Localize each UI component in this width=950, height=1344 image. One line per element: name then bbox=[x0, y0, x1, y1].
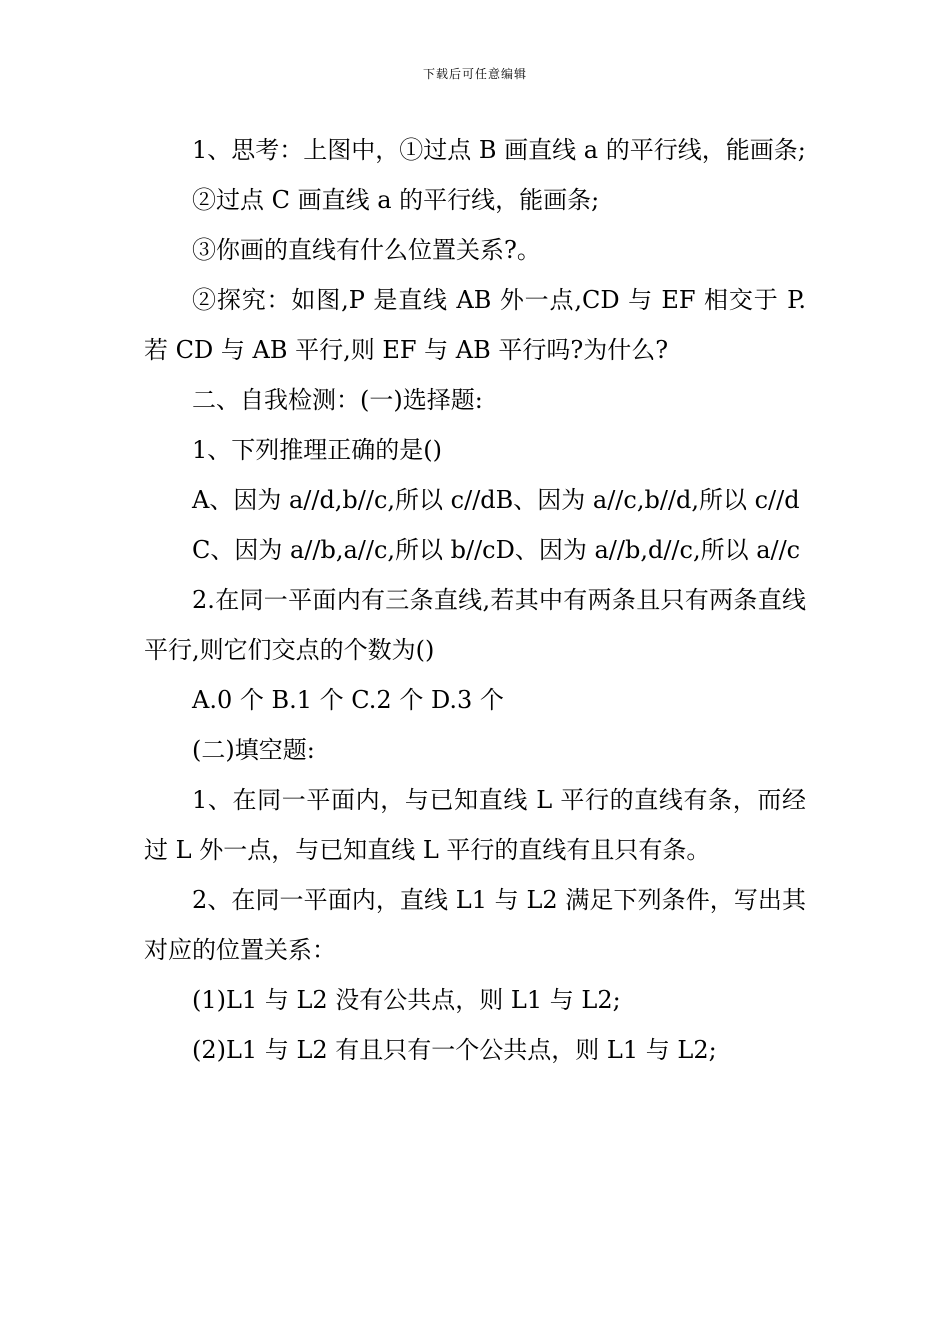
question-1-options-cd: C、因为 a//b,a//c,所以 b//cD、因为 a//b,d//c,所以 a//c bbox=[192, 536, 801, 564]
paragraph-think-c: ②过点 C 画直线 a 的平行线，能画条; bbox=[192, 186, 600, 214]
section-heading-self-test: 二、自我检测：(一)选择题: bbox=[192, 386, 483, 414]
document-body bbox=[144, 125, 806, 1075]
page-header: 下载后可任意编辑 bbox=[422, 67, 527, 81]
question-2: 2.在同一平面内有三条直线,若其中有两条且只有两条直线平行,则它们交点的个数为() bbox=[144, 586, 806, 664]
paragraph-relation: ③你画的直线有什么位置关系?。 bbox=[192, 236, 541, 264]
section-heading-fill-blank: (二)填空题: bbox=[192, 736, 315, 764]
fill-question-2-part-1: (1)L1 与 L2 没有公共点，则 L1 与 L2; bbox=[192, 986, 621, 1014]
paragraph-think-b: 1、思考：上图中，①过点 B 画直线 a 的平行线，能画条; bbox=[192, 136, 806, 164]
question-1: 1、下列推理正确的是() bbox=[192, 436, 442, 464]
fill-question-2-part-2: (2)L1 与 L2 有且只有一个公共点，则 L1 与 L2; bbox=[192, 1036, 717, 1064]
paragraph-explore: ②探究：如图,P 是直线 AB 外一点,CD 与 EF 相交于 P.若 CD 与 AB 平行,则 EF 与 AB 平行吗?为什么? bbox=[144, 286, 806, 364]
fill-question-2: 2、在同一平面内，直线 L1 与 L2 满足下列条件，写出其对应的位置关系： bbox=[144, 886, 806, 964]
question-1-options-ab: A、因为 a//d,b//c,所以 c//dB、因为 a//c,b//d,所以 c//d bbox=[192, 486, 800, 514]
question-2-options: A.0 个 B.1 个 C.2 个 D.3 个 bbox=[192, 686, 504, 714]
fill-question-1: 1、在同一平面内，与已知直线 L 平行的直线有条，而经过 L 外一点，与已知直线 L 平行的直线有且只有条。 bbox=[144, 786, 806, 864]
